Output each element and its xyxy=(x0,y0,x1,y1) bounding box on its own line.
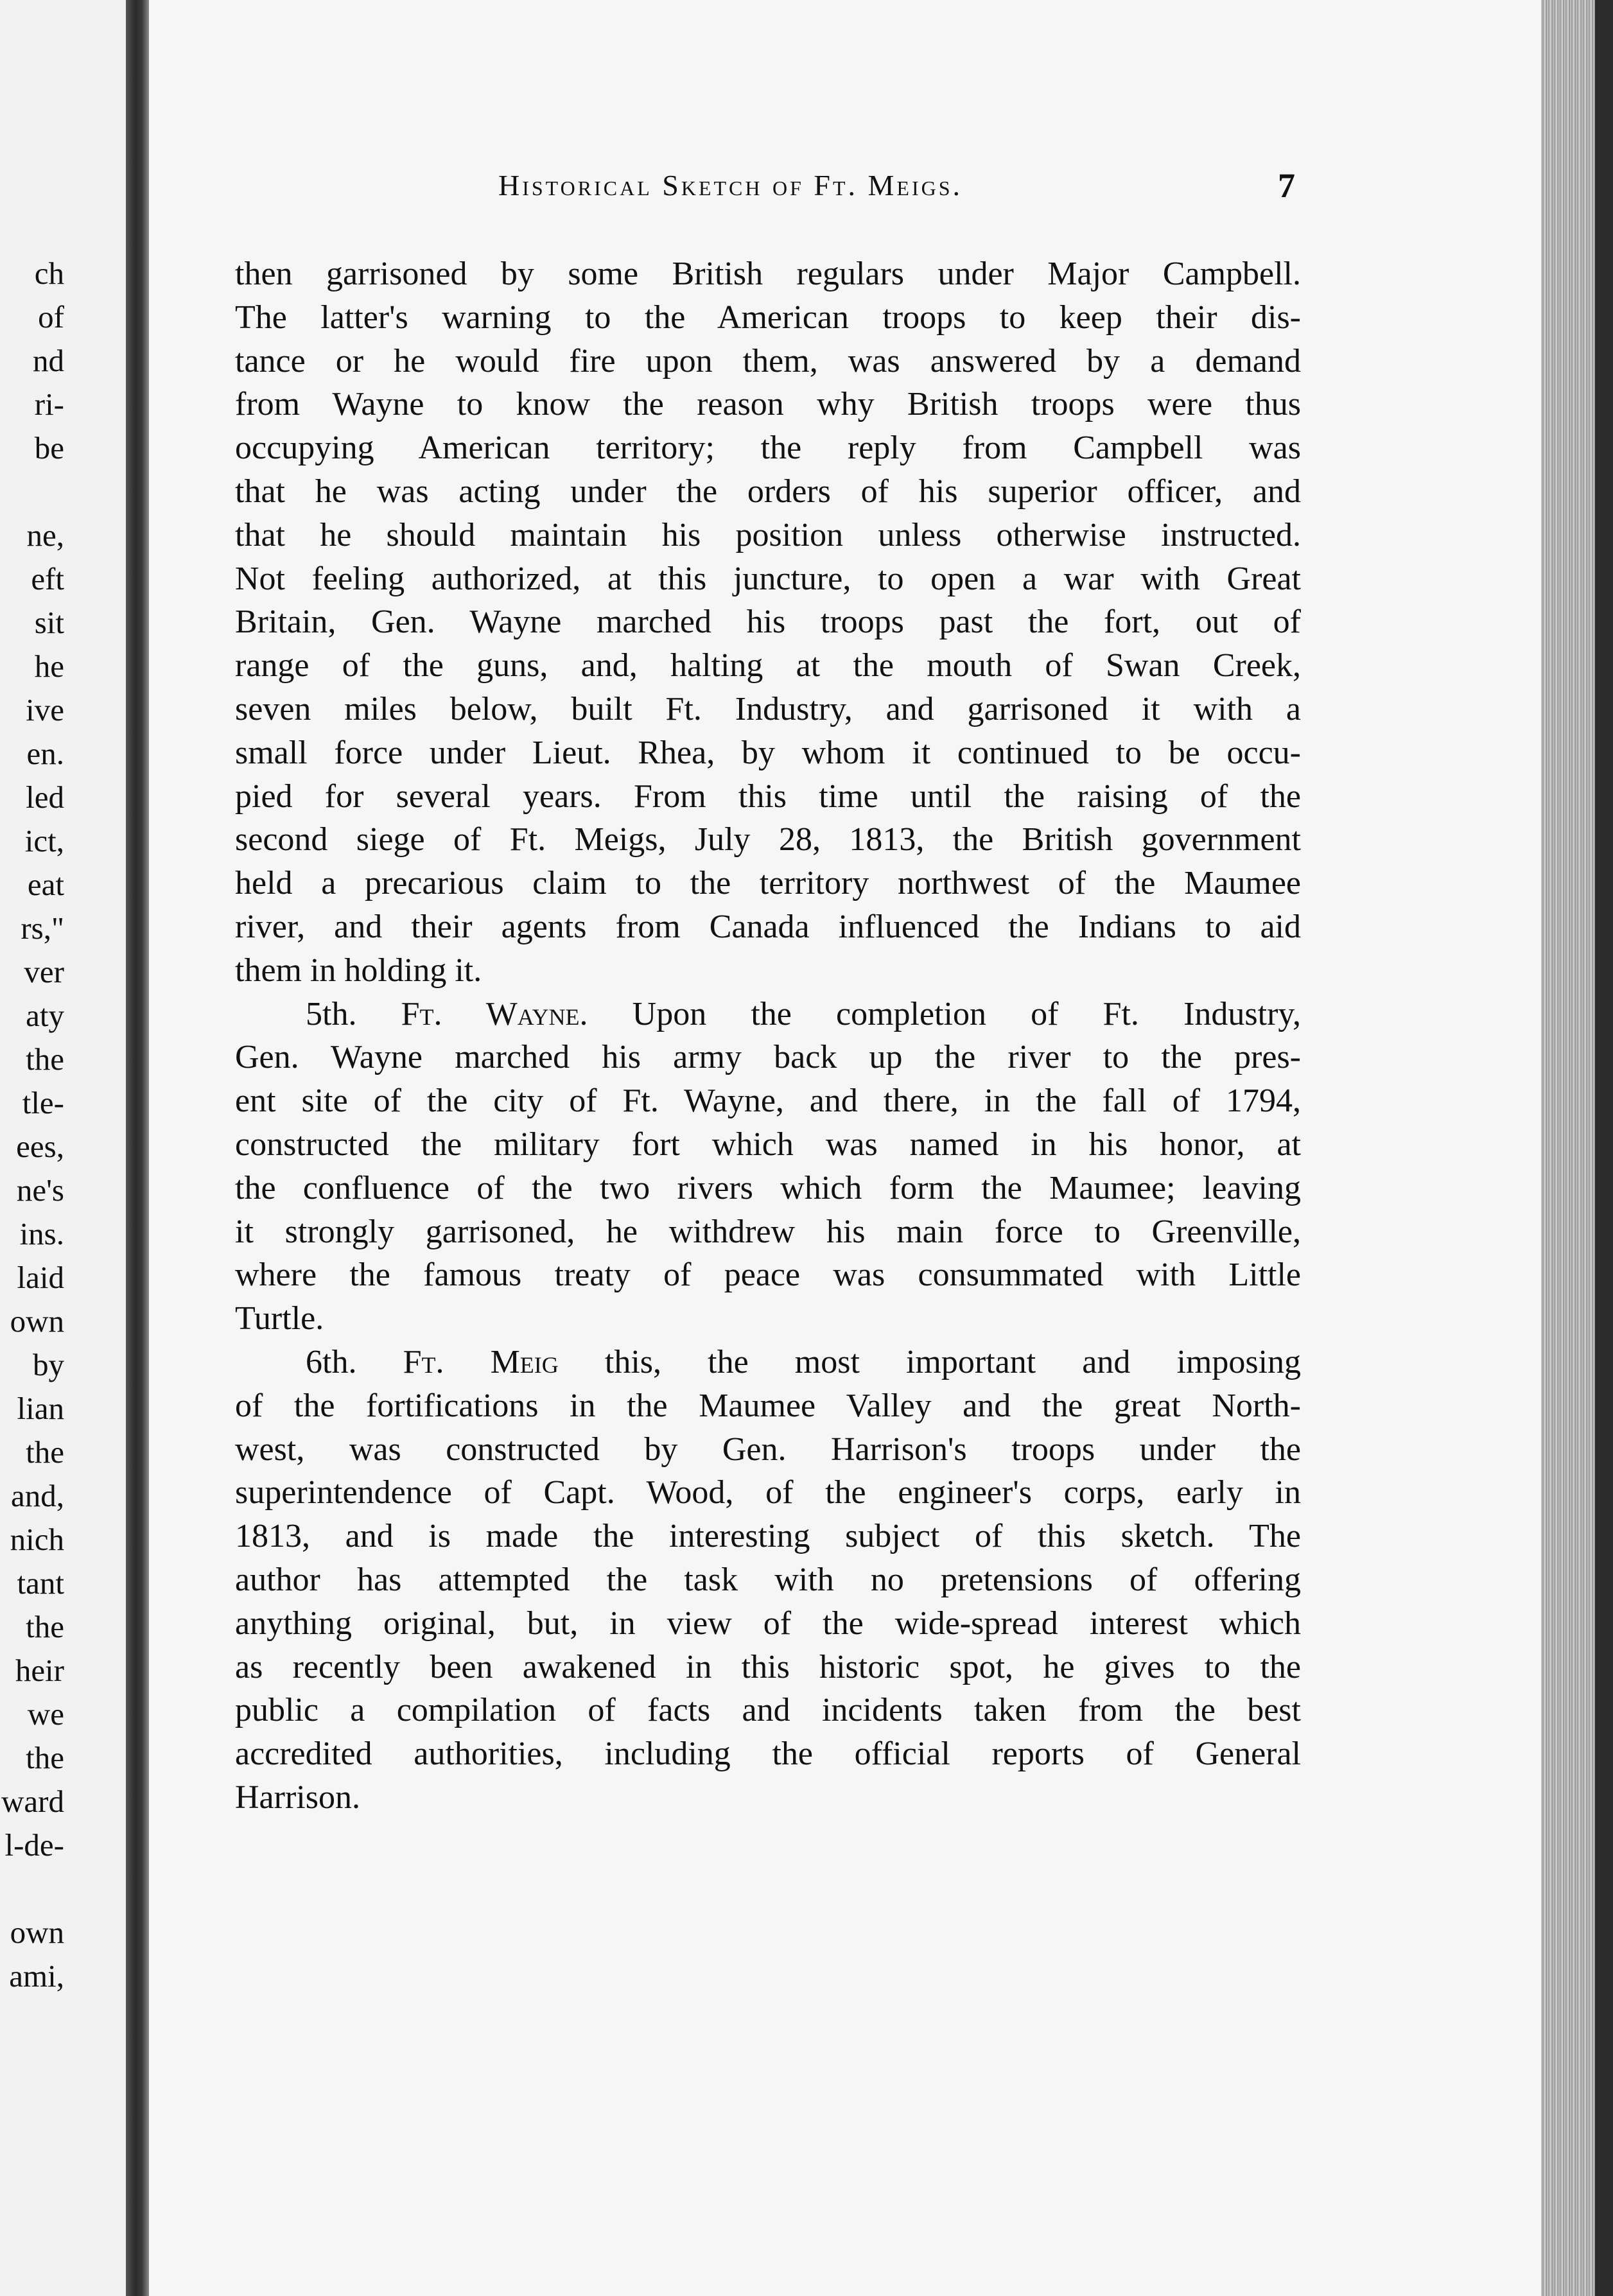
left-facing-page xyxy=(0,0,126,2296)
paragraph-1 xyxy=(235,252,1301,993)
left-page-fragment: the xyxy=(26,1434,64,1470)
text-line: it strongly garrisoned, he withdrew his main force to Greenville, xyxy=(235,1213,1301,1250)
text-line: tance or he would fire upon them, was answered by a demand xyxy=(235,342,1301,379)
page-number: 7 xyxy=(1278,166,1295,205)
left-page-fragment: ver xyxy=(24,954,64,989)
left-page-fragment: ne's xyxy=(16,1172,64,1208)
left-page-fragment: eft xyxy=(31,561,64,596)
left-page-fragment: the xyxy=(26,1041,64,1077)
left-page-fragment: eat xyxy=(27,867,64,902)
running-head: Historical Sketch of Ft. Meigs. xyxy=(498,169,963,202)
left-page-fragment: and, xyxy=(11,1478,64,1513)
left-page-fragment: laid xyxy=(17,1260,64,1295)
left-page-fragment: own xyxy=(10,1303,64,1339)
left-page-fragment: l-de- xyxy=(4,1827,64,1863)
paragraph-2 xyxy=(235,1036,1301,1341)
text-line: west, was constructed by Gen. Harrison's troops under the xyxy=(235,1431,1301,1468)
para3-first-rest: this, the most important and imposing xyxy=(604,1343,1301,1380)
text-line: constructed the military fort which was named in his honor, at xyxy=(235,1126,1301,1163)
left-page-fragment xyxy=(1,1867,64,1911)
text-line: accredited authorities, including the official reports of General xyxy=(235,1735,1301,1773)
left-page-fragment: of xyxy=(38,299,64,335)
text-line: range of the guns, and, halting at the mouth of Swan Creek, xyxy=(235,647,1301,684)
text-line: anything original, but, in view of the wide-spread interest which xyxy=(235,1605,1301,1642)
text-line: public a compilation of facts and incidents taken from the best xyxy=(235,1692,1301,1729)
text-line: as recently been awakened in this historic spot, he gives to the xyxy=(235,1648,1301,1685)
para2-first-rest: Upon the completion of Ft. Industry, xyxy=(632,995,1301,1032)
left-page-fragment: rs," xyxy=(21,910,64,946)
text-line: second siege of Ft. Meigs, July 28, 1813, the British government xyxy=(235,821,1301,858)
left-page-fragment: ive xyxy=(26,692,64,727)
text-line: occupying American territory; the reply from Campbell was xyxy=(235,430,1301,467)
text-line: where the famous treaty of peace was consummated with Little xyxy=(235,1257,1301,1294)
left-page-fragment: sit xyxy=(34,605,64,640)
text-line: river, and their agents from Canada influenced the Indians to aid xyxy=(235,908,1301,945)
left-page-fragment: ict, xyxy=(24,823,64,858)
text-line: Gen. Wayne marched his army back up the river to the pres- xyxy=(235,1039,1301,1076)
text-line: Turtle. xyxy=(235,1300,324,1337)
left-page-fragment: nich xyxy=(10,1522,64,1557)
left-page-fragment: the xyxy=(26,1609,64,1644)
text-line: pied for several years. From this time until the raising of the xyxy=(235,778,1301,815)
left-page-fragment: by xyxy=(33,1347,64,1382)
para2-lead: 5th. xyxy=(306,995,357,1032)
text-line: Harrison. xyxy=(235,1779,360,1816)
text-line: held a precarious claim to the territory northwest of the Maumee xyxy=(235,865,1301,902)
left-page-fragment: own xyxy=(10,1915,64,1950)
text-line: seven miles below, built Ft. Industry, and garrisoned it with a xyxy=(235,690,1301,727)
left-page-fragment: en. xyxy=(26,736,64,771)
left-page-fragment: tle- xyxy=(22,1085,64,1120)
left-page-fragment: the xyxy=(26,1740,64,1775)
text-line: author has attempted the task with no pretensions of offering xyxy=(235,1561,1301,1598)
left-page-fragment: tant xyxy=(17,1565,64,1601)
paragraph-2-first-line xyxy=(235,993,1301,1036)
paragraph-3 xyxy=(235,1384,1301,1820)
left-page-fragment: led xyxy=(26,779,64,815)
text-line: The latter's warning to the American troops to keep their dis- xyxy=(235,299,1301,336)
left-page-fragment: ne, xyxy=(26,517,64,553)
left-page-fragments xyxy=(1,252,64,1998)
left-page-fragment: he xyxy=(34,648,64,684)
text-line: small force under Lieut. Rhea, by whom it continued to be occu- xyxy=(235,734,1301,771)
body-text xyxy=(235,252,1301,1820)
left-page-fragment: ees, xyxy=(16,1129,64,1164)
left-page-fragment: ch xyxy=(34,256,64,291)
text-line: the confluence of the two rivers which form the Maumee; leaving xyxy=(235,1169,1301,1206)
text-line: Britain, Gen. Wayne marched his troops past the fort, out of xyxy=(235,604,1301,641)
left-page-fragment: aty xyxy=(26,998,64,1033)
paragraph-3-first-line xyxy=(235,1341,1301,1384)
left-page-fragment: heir xyxy=(15,1653,64,1688)
para3-heading: Ft. Meig xyxy=(403,1343,559,1380)
text-line: then garrisoned by some British regulars under Major Campbell. xyxy=(235,256,1301,292)
text-line: from Wayne to know the reason why British troops were thus xyxy=(235,386,1301,423)
left-page-fragment xyxy=(1,470,64,514)
text-line: that he should maintain his position unless otherwise instructed. xyxy=(235,516,1301,553)
book-gutter xyxy=(126,0,149,2296)
left-page-fragment: be xyxy=(34,430,64,465)
para3-lead: 6th. xyxy=(306,1343,357,1380)
text-line: 1813, and is made the interesting subject of this sketch. The xyxy=(235,1518,1301,1555)
text-line: ent site of the city of Ft. Wayne, and there, in the fall of 1794, xyxy=(235,1083,1301,1120)
left-page-fragment: nd xyxy=(33,343,64,378)
book-page-edges xyxy=(1541,0,1613,2296)
left-page-fragment: ins. xyxy=(19,1216,64,1251)
left-page-fragment: ward xyxy=(1,1784,64,1819)
para2-heading: Ft. Wayne. xyxy=(401,995,588,1032)
text-line: Not feeling authorized, at this juncture, to open a war with Great xyxy=(235,560,1301,597)
left-page-fragment: ami, xyxy=(9,1958,64,1994)
text-line: of the fortifications in the Maumee Valley and the great North- xyxy=(235,1387,1301,1424)
left-page-fragment: ri- xyxy=(34,387,64,422)
left-page-fragment: we xyxy=(27,1696,64,1732)
text-line: that he was acting under the orders of his superior officer, and xyxy=(235,473,1301,510)
text-line: superintendence of Capt. Wood, of the engineer's corps, early in xyxy=(235,1474,1301,1511)
text-line: them in holding it. xyxy=(235,952,482,989)
left-page-fragment: lian xyxy=(17,1391,64,1426)
